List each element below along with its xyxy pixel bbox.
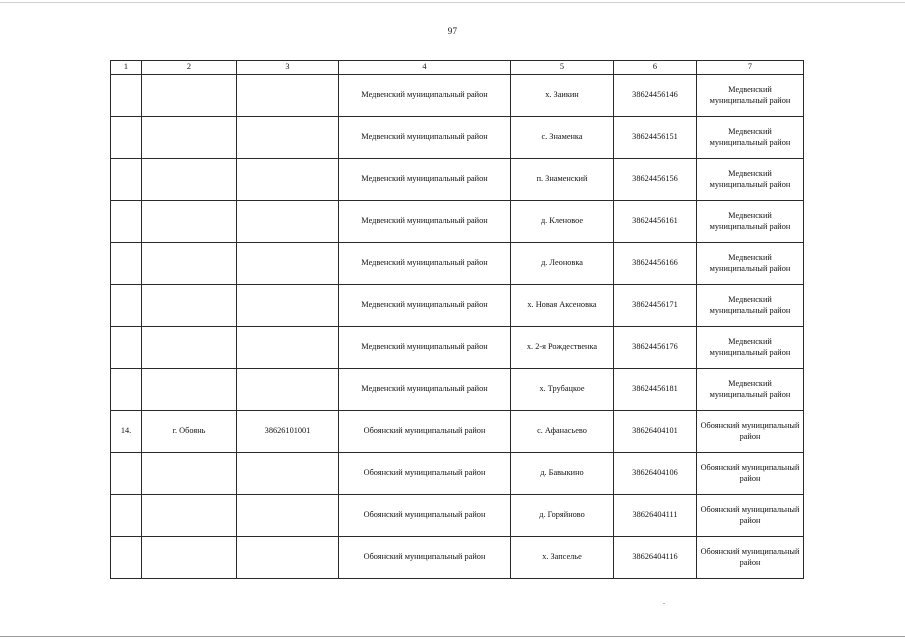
city-cell: [142, 537, 237, 579]
row-number-cell: [111, 117, 142, 159]
scan-bottom-edge: [0, 636, 905, 637]
district-cell: Медвенский муниципальный район: [339, 285, 511, 327]
row-number-cell: [111, 495, 142, 537]
municipality-cell: Обоянский муниципальный район: [697, 495, 804, 537]
municipality-cell: Обоянский муниципальный район: [697, 453, 804, 495]
table-row: [111, 201, 804, 243]
column-header-4: 4: [339, 61, 511, 75]
settlement-cell: д. Леоновка: [511, 243, 614, 285]
settlement-cell: с. Афанасьево: [511, 411, 614, 453]
district-cell: Обоянский муниципальный район: [339, 537, 511, 579]
city-code-cell: [237, 117, 339, 159]
table-row: [111, 369, 804, 411]
city-code-cell: [237, 495, 339, 537]
table-row: [111, 537, 804, 579]
settlement-code-cell: 38624456171: [614, 285, 697, 327]
municipality-cell: Обоянский муниципальный район: [697, 411, 804, 453]
table-row: [111, 75, 804, 117]
table-row: [111, 285, 804, 327]
table-row: [111, 495, 804, 537]
city-cell: [142, 243, 237, 285]
settlement-code-cell: 38626404111: [614, 495, 697, 537]
row-number-cell: [111, 159, 142, 201]
municipality-cell: Медвенский муниципальный район: [697, 159, 804, 201]
settlement-cell: х. Новая Аксеновка: [511, 285, 614, 327]
municipality-cell: Медвенский муниципальный район: [697, 201, 804, 243]
city-cell: [142, 285, 237, 327]
row-number-cell: [111, 75, 142, 117]
page-number: 97: [447, 26, 458, 36]
column-header-7: 7: [697, 61, 804, 75]
municipality-cell: Медвенский муниципальный район: [697, 117, 804, 159]
table-row: [111, 453, 804, 495]
row-number-cell: [111, 201, 142, 243]
settlement-code-cell: 38624456146: [614, 75, 697, 117]
row-number-cell: [111, 453, 142, 495]
row-number-cell: [111, 327, 142, 369]
column-header-2: 2: [142, 61, 237, 75]
city-cell: [142, 75, 237, 117]
row-number-cell: [111, 285, 142, 327]
settlement-code-cell: 38624456181: [614, 369, 697, 411]
district-cell: Обоянский муниципальный район: [339, 411, 511, 453]
table-row: [111, 159, 804, 201]
municipality-cell: Медвенский муниципальный район: [697, 369, 804, 411]
city-code-cell: [237, 537, 339, 579]
settlement-cell: х. Запселье: [511, 537, 614, 579]
city-code-cell: 38626101001: [237, 411, 339, 453]
city-code-cell: [237, 201, 339, 243]
city-cell: г. Обоянь: [142, 411, 237, 453]
settlement-cell: п. Знаменский: [511, 159, 614, 201]
city-cell: [142, 369, 237, 411]
municipality-cell: Медвенский муниципальный район: [697, 243, 804, 285]
settlement-code-cell: 38624456176: [614, 327, 697, 369]
city-code-cell: [237, 369, 339, 411]
settlement-cell: д. Бавыкино: [511, 453, 614, 495]
settlement-code-cell: 38624456151: [614, 117, 697, 159]
city-cell: [142, 201, 237, 243]
district-cell: Медвенский муниципальный район: [339, 117, 511, 159]
row-number-cell: [111, 537, 142, 579]
settlement-code-cell: 38626404101: [614, 411, 697, 453]
city-code-cell: [237, 75, 339, 117]
municipality-cell: Медвенский муниципальный район: [697, 327, 804, 369]
column-header-5: 5: [511, 61, 614, 75]
table-body: [111, 75, 804, 579]
city-code-cell: [237, 327, 339, 369]
table-row: [111, 327, 804, 369]
city-code-cell: [237, 159, 339, 201]
table-row: [111, 243, 804, 285]
district-cell: Медвенский муниципальный район: [339, 327, 511, 369]
scan-speck: [663, 603, 665, 604]
settlement-code-cell: 38624456161: [614, 201, 697, 243]
settlement-cell: с. Знаменка: [511, 117, 614, 159]
municipality-cell: Медвенский муниципальный район: [697, 285, 804, 327]
city-code-cell: [237, 453, 339, 495]
settlement-cell: х. Заикин: [511, 75, 614, 117]
settlement-code-cell: 38626404116: [614, 537, 697, 579]
settlement-code-cell: 38626404106: [614, 453, 697, 495]
city-cell: [142, 159, 237, 201]
district-cell: Обоянский муниципальный район: [339, 495, 511, 537]
city-cell: [142, 453, 237, 495]
row-number-cell: [111, 243, 142, 285]
municipality-cell: Медвенский муниципальный район: [697, 75, 804, 117]
city-cell: [142, 117, 237, 159]
data-table: [110, 60, 804, 579]
city-code-cell: [237, 285, 339, 327]
column-header-6: 6: [614, 61, 697, 75]
column-header-1: 1: [111, 61, 142, 75]
city-cell: [142, 327, 237, 369]
row-number-cell: 14.: [111, 411, 142, 453]
settlement-cell: д. Кленовое: [511, 201, 614, 243]
district-cell: Медвенский муниципальный район: [339, 75, 511, 117]
municipality-cell: Обоянский муниципальный район: [697, 537, 804, 579]
city-cell: [142, 495, 237, 537]
column-header-3: 3: [237, 61, 339, 75]
settlement-code-cell: 38624456156: [614, 159, 697, 201]
table-row: [111, 411, 804, 453]
city-code-cell: [237, 243, 339, 285]
row-number-cell: [111, 369, 142, 411]
district-cell: Медвенский муниципальный район: [339, 201, 511, 243]
settlement-cell: х. Трубацкое: [511, 369, 614, 411]
header-row: [111, 61, 804, 75]
district-cell: Медвенский муниципальный район: [339, 159, 511, 201]
settlement-code-cell: 38624456166: [614, 243, 697, 285]
district-cell: Медвенский муниципальный район: [339, 369, 511, 411]
district-cell: Медвенский муниципальный район: [339, 243, 511, 285]
settlement-cell: д. Горяйново: [511, 495, 614, 537]
settlement-cell: х. 2-я Рождественка: [511, 327, 614, 369]
district-cell: Обоянский муниципальный район: [339, 453, 511, 495]
table-row: [111, 117, 804, 159]
scan-top-edge: [0, 2, 905, 3]
